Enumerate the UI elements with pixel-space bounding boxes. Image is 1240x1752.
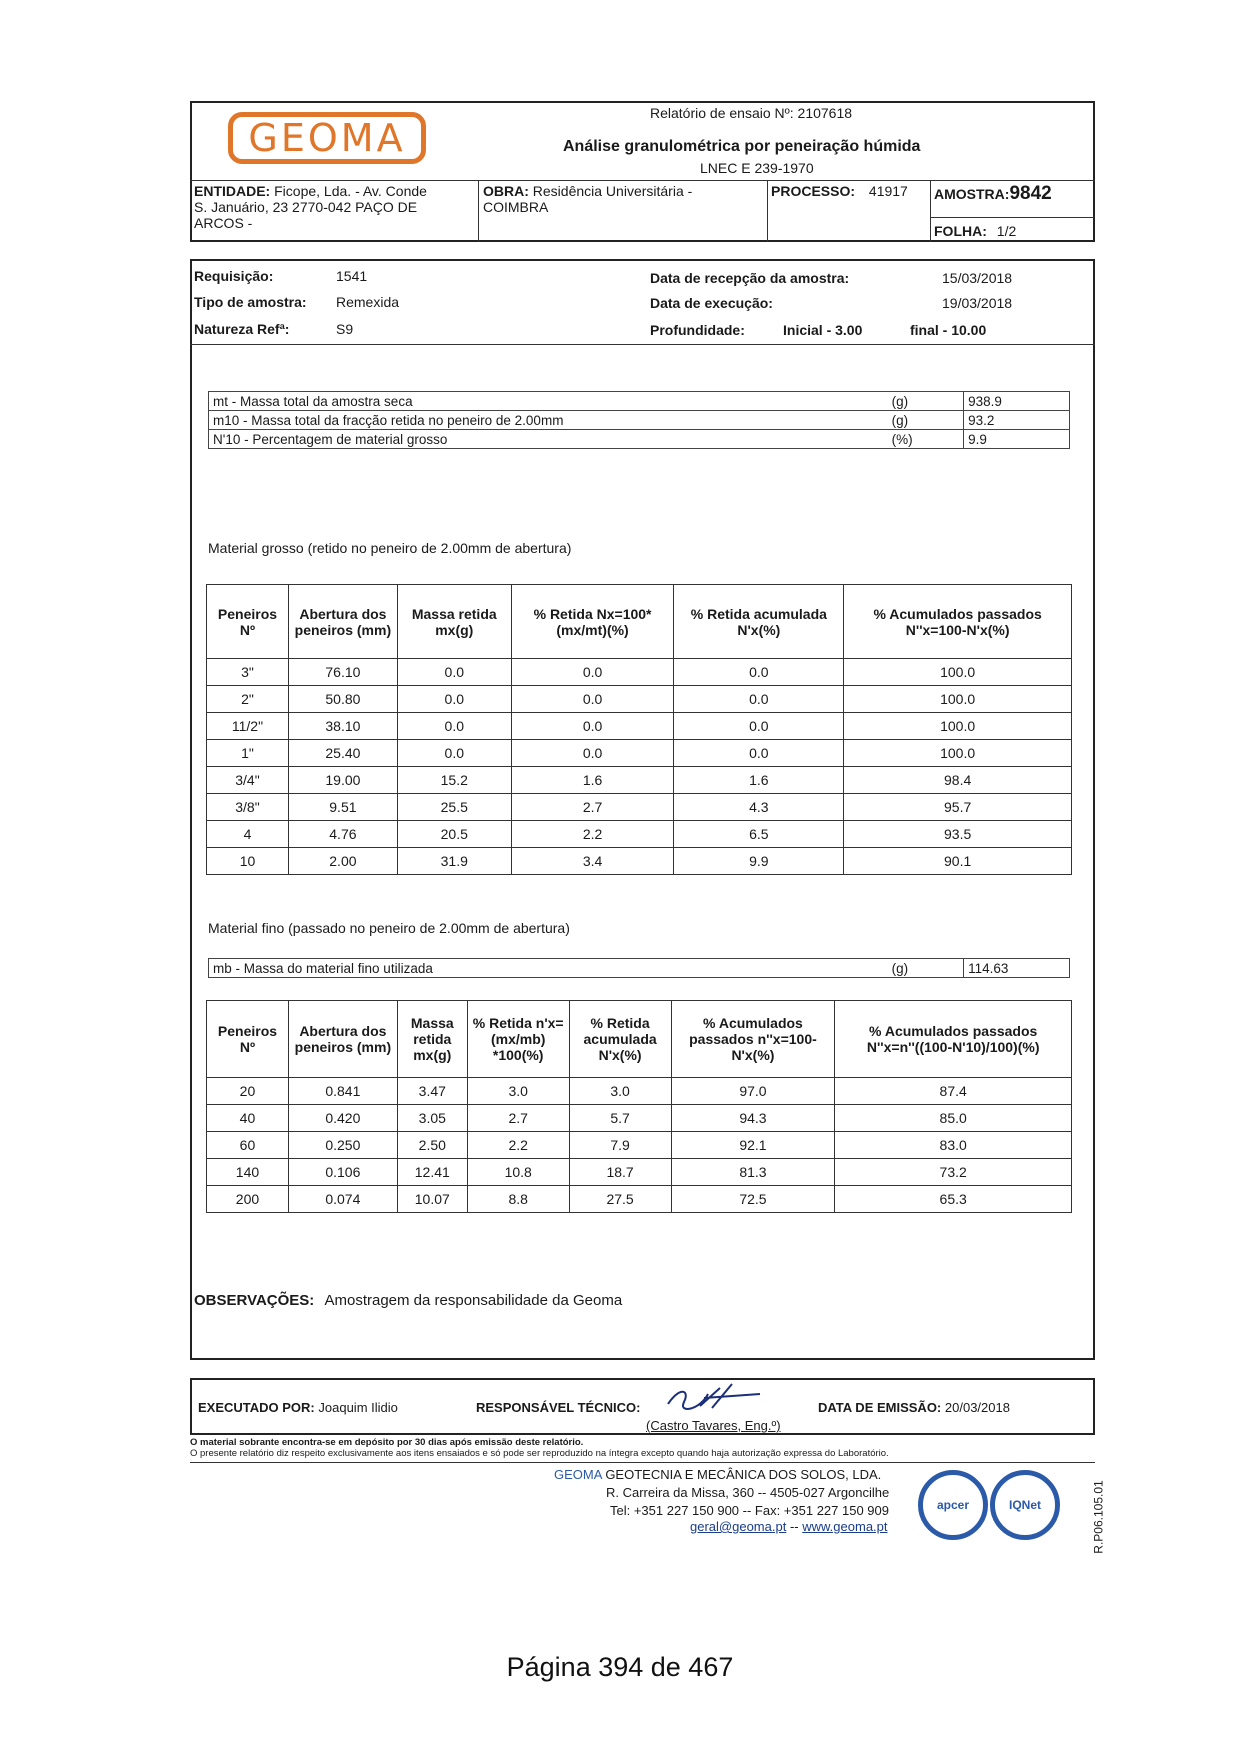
fine-mass-label: mb - Massa do material fino utilizada [209,959,888,978]
coarse-cell: 0.0 [397,686,511,713]
entidade-label: ENTIDADE: [194,183,271,199]
coarse-cell: 2" [207,686,289,713]
fine-col-header: % Retida acumulada N'x(%) [569,1001,671,1078]
coarse-cell: 20.5 [397,821,511,848]
document-code: R.P06.105.01 [1091,1480,1106,1554]
executado-value: Joaquim Ilidio [318,1400,398,1415]
coarse-cell: 0.0 [511,740,674,767]
header-col-divider-1 [478,180,479,242]
processo-label: PROCESSO: [771,183,856,199]
summary-label: mt - Massa total da amostra seca [209,392,888,411]
coarse-cell: 31.9 [397,848,511,875]
coarse-cell: 4 [207,821,289,848]
fine-cell: 60 [207,1132,289,1159]
coarse-cell: 0.0 [511,713,674,740]
fine-cell: 87.4 [835,1078,1072,1105]
note-reproduction: O presente relatório diz respeito exclusivamente aos itens ensaiados e só pode ser reproduzido na íntegra excepto quando haja autorização expressa do Laboratório. [190,1448,889,1459]
folha-block [934,223,1016,239]
coarse-cell: 100.0 [844,713,1072,740]
obra-line-1: Residência Universitária - [532,183,693,199]
fine-cell: 73.2 [835,1159,1072,1186]
coarse-cell: 50.80 [288,686,397,713]
summary-unit: (g) [888,392,964,411]
emissao-label: DATA DE EMISSÃO: [818,1400,942,1415]
fine-cell: 83.0 [835,1132,1072,1159]
coarse-cell: 4.3 [674,794,844,821]
coarse-cell: 6.5 [674,821,844,848]
profundidade-inicial: Inicial - 3.00 [783,322,863,338]
observacoes [194,1292,622,1309]
amostra-value: 9842 [1009,183,1052,204]
fine-cell: 81.3 [671,1159,835,1186]
fine-cell: 2.50 [397,1132,467,1159]
page-number: Página 394 de 467 [506,1652,734,1682]
fine-cell: 27.5 [569,1186,671,1213]
coarse-cell: 3.4 [511,848,674,875]
coarse-cell: 0.0 [674,659,844,686]
coarse-cell: 100.0 [844,659,1072,686]
coarse-cell: 2.00 [288,848,397,875]
company-phones: Tel: +351 227 150 900 -- Fax: +351 227 150 909 [610,1503,889,1518]
table-row [207,1186,1072,1213]
fine-cell: 10.8 [467,1159,569,1186]
coarse-cell: 11/2" [207,713,289,740]
report-title: Análise granulométrica por peneiração húmida [563,138,921,155]
table-row [207,659,1072,686]
coarse-col-header: Massa retida mx(g) [397,585,511,659]
note-rule [190,1462,1095,1463]
fine-col-header: Abertura dos peneiros (mm) [288,1001,397,1078]
executado-label: EXECUTADO POR: [198,1400,315,1415]
obra-label: OBRA: [483,183,529,199]
coarse-cell: 2.7 [511,794,674,821]
table-row [207,1078,1072,1105]
fine-cell: 3.47 [397,1078,467,1105]
coarse-col-header: % Retida acumulada N'x(%) [674,585,844,659]
table-row [207,1132,1072,1159]
coarse-col-header: % Retida Nx=100*(mx/mt)(%) [511,585,674,659]
report-number: Relatório de ensaio Nº: 2107618 [650,105,853,121]
company-contacts [690,1519,888,1534]
coarse-cell: 25.5 [397,794,511,821]
coarse-cell: 0.0 [397,740,511,767]
summary-value: 93.2 [964,411,1070,430]
report-standard: LNEC E 239-1970 [700,160,814,176]
coarse-cell: 0.0 [674,686,844,713]
fine-caption: Material fino (passado no peneiro de 2.00mm de abertura) [208,920,570,936]
summary-table [208,391,1070,449]
fine-cell: 20 [207,1078,289,1105]
fine-cell: 65.3 [835,1186,1072,1213]
coarse-cell: 15.2 [397,767,511,794]
company-email-link[interactable]: geral@geoma.pt [690,1519,787,1534]
folha-value: 1/2 [996,223,1017,239]
fine-cell: 2.7 [467,1105,569,1132]
fine-cell: 0.106 [288,1159,397,1186]
fine-mass-unit: (g) [888,959,964,978]
summary-label: m10 - Massa total da fracção retida no peneiro de 2.00mm [209,411,888,430]
fine-cell: 85.0 [835,1105,1072,1132]
fine-cell: 2.2 [467,1132,569,1159]
table-row [207,821,1072,848]
fine-col-header: % Retida n'x=(mx/mb) *100(%) [467,1001,569,1078]
coarse-col-header: % Acumulados passados N''x=100-N'x(%) [844,585,1072,659]
coarse-cell: 38.10 [288,713,397,740]
coarse-cell: 0.0 [397,659,511,686]
coarse-caption: Material grosso (retido no peneiro de 2.00mm de abertura) [208,540,572,556]
folha-divider [930,217,1095,218]
entidade-line-1: Ficope, Lda. - Av. Conde [274,183,427,199]
fine-cell: 92.1 [671,1132,835,1159]
emissao [818,1400,1010,1415]
fine-col-header: % Acumulados passados N''x=n''((100-N'10)/100)(%) [835,1001,1072,1078]
coarse-cell: 10 [207,848,289,875]
coarse-cell: 3/4" [207,767,289,794]
summary-row [209,392,1070,411]
fine-cell: 8.8 [467,1186,569,1213]
fine-table [206,1000,1072,1213]
requisicao-value: 1541 [336,268,368,284]
table-row [207,794,1072,821]
coarse-cell: 3" [207,659,289,686]
recepcao-label: Data de recepção da amostra: [650,270,850,286]
coarse-cell: 1.6 [674,767,844,794]
header-col-divider-3 [930,180,931,242]
coarse-cell: 19.00 [288,767,397,794]
fine-cell: 12.41 [397,1159,467,1186]
recepcao-value: 15/03/2018 [942,270,1013,286]
natureza-label: Natureza Refª: [194,321,290,337]
coarse-cell: 2.2 [511,821,674,848]
fine-cell: 0.841 [288,1078,397,1105]
table-row [207,686,1072,713]
fine-cell: 18.7 [569,1159,671,1186]
fine-col-header: Massa retida mx(g) [397,1001,467,1078]
contact-separator: -- [789,1519,799,1534]
tipo-value: Remexida [336,294,400,310]
fine-cell: 0.074 [288,1186,397,1213]
signatory-name: (Castro Tavares, Eng.º) [646,1418,781,1433]
summary-unit: (%) [888,430,964,449]
summary-label: N'10 - Percentagem de material grosso [209,430,888,449]
table-row [207,740,1072,767]
fine-cell: 7.9 [569,1132,671,1159]
amostra-label: AMOSTRA: [934,186,1010,202]
fine-header-row [207,1001,1072,1078]
coarse-cell: 1.6 [511,767,674,794]
obra-block [483,183,692,215]
coarse-header-row [207,585,1072,659]
summary-value: 9.9 [964,430,1070,449]
summary-value: 938.9 [964,392,1070,411]
coarse-cell: 93.5 [844,821,1072,848]
processo-value: 41917 [868,183,908,199]
company-tag: GEOMA [554,1467,602,1482]
profundidade-label: Profundidade: [650,322,745,338]
coarse-cell: 90.1 [844,848,1072,875]
table-row [207,767,1072,794]
fine-cell: 97.0 [671,1078,835,1105]
folha-label: FOLHA: [934,223,987,239]
summary-row [209,411,1070,430]
coarse-cell: 95.7 [844,794,1072,821]
table-row [207,1159,1072,1186]
fine-mass-table [208,958,1070,978]
geoma-logo: GEOMA [228,112,426,164]
coarse-cell: 100.0 [844,686,1072,713]
header-divider [190,180,1095,181]
fine-cell: 0.420 [288,1105,397,1132]
execucao-label: Data de execução: [650,295,773,311]
signature-scribble [660,1380,770,1418]
entidade-line-2: S. Januário, 23 2770-042 PAÇO DE [194,199,418,215]
observacoes-label: OBSERVAÇÕES: [194,1292,315,1309]
entidade-block [194,183,427,231]
fine-cell: 94.3 [671,1105,835,1132]
company-website-link[interactable]: www.geoma.pt [802,1519,888,1534]
coarse-cell: 0.0 [674,713,844,740]
table-row [207,713,1072,740]
fine-cell: 40 [207,1105,289,1132]
coarse-cell: 4.76 [288,821,397,848]
info-divider [190,344,1095,345]
coarse-cell: 0.0 [511,686,674,713]
emissao-value: 20/03/2018 [944,1400,1010,1415]
executado [198,1400,398,1415]
table-row [207,848,1072,875]
coarse-cell: 0.0 [511,659,674,686]
coarse-col-header: Peneiros Nº [207,585,289,659]
entidade-line-3: ARCOS - [194,215,253,231]
company-line [554,1467,881,1482]
processo-block [771,183,908,199]
fine-mass-value: 114.63 [964,959,1070,978]
fine-cell: 5.7 [569,1105,671,1132]
note-storage: O material sobrante encontra-se em depósito por 30 dias após emissão deste relatório. [190,1437,584,1448]
profundidade-final: final - 10.00 [910,322,987,338]
coarse-cell: 25.40 [288,740,397,767]
coarse-cell: 3/8" [207,794,289,821]
fine-col-header: % Acumulados passados n''x=100-N'x(%) [671,1001,835,1078]
summary-unit: (g) [888,411,964,430]
amostra-block [934,183,1052,205]
fine-cell: 140 [207,1159,289,1186]
coarse-col-header: Abertura dos peneiros (mm) [288,585,397,659]
fine-cell: 3.05 [397,1105,467,1132]
responsavel-label: RESPONSÁVEL TÉCNICO: [476,1400,641,1415]
fine-cell: 200 [207,1186,289,1213]
table-row [207,1105,1072,1132]
iqnet-seal: IQNet [990,1470,1060,1540]
header-col-divider-2 [767,180,768,242]
coarse-cell: 100.0 [844,740,1072,767]
fine-cell: 0.250 [288,1132,397,1159]
observacoes-value: Amostragem da responsabilidade da Geoma [324,1292,623,1309]
coarse-table [206,584,1072,875]
fine-cell: 3.0 [569,1078,671,1105]
apcer-seal: apcer [918,1470,988,1540]
requisicao-label: Requisição: [194,268,274,284]
tipo-label: Tipo de amostra: [194,294,307,310]
fine-cell: 72.5 [671,1186,835,1213]
company-name: GEOTECNIA E MECÂNICA DOS SOLOS, LDA. [605,1467,882,1482]
coarse-cell: 76.10 [288,659,397,686]
coarse-cell: 0.0 [397,713,511,740]
fine-cell: 10.07 [397,1186,467,1213]
coarse-cell: 9.51 [288,794,397,821]
coarse-cell: 9.9 [674,848,844,875]
execucao-value: 19/03/2018 [942,295,1013,311]
company-address: R. Carreira da Missa, 360 -- 4505-027 Argoncilhe [606,1485,890,1500]
fine-col-header: Peneiros Nº [207,1001,289,1078]
fine-cell: 3.0 [467,1078,569,1105]
fine-mass-row [209,959,1070,978]
natureza-value: S9 [336,321,354,337]
obra-line-2: COIMBRA [483,199,549,215]
summary-row [209,430,1070,449]
coarse-cell: 98.4 [844,767,1072,794]
coarse-cell: 1" [207,740,289,767]
coarse-cell: 0.0 [674,740,844,767]
